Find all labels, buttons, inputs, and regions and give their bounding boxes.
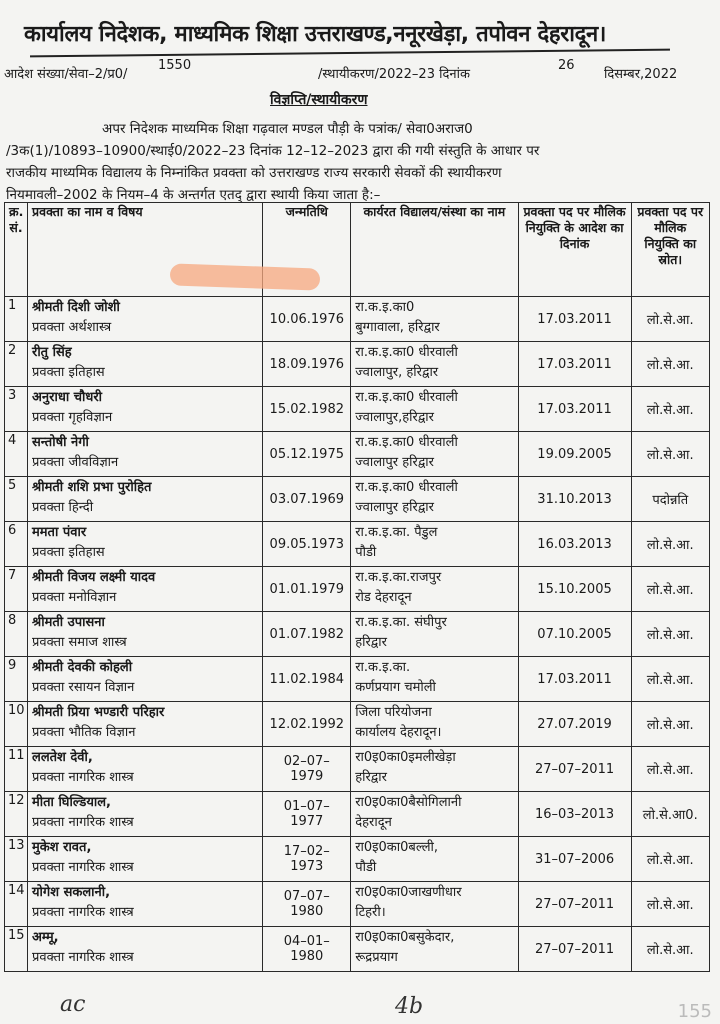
row-dob: 03.07.1969 (263, 477, 351, 522)
teacher-subject: प्रवक्ता नागरिक शास्त्र (32, 770, 134, 785)
row-appointment-date: 27–07–2011 (518, 747, 631, 792)
school-line-1: रा.क.इ.का0 (355, 300, 415, 315)
row-sno: 3 (5, 387, 28, 432)
paragraph-line: /3क(1)/10893–10900/स्थाई0/2022–23 दिनांक 12–12–2023 द्वारा की गयी संस्तुति के आधार पर (6, 143, 540, 159)
row-dob: 01.07.1982 (263, 612, 351, 657)
teacher-subject: प्रवक्ता इतिहास (32, 365, 105, 380)
table-row (5, 747, 710, 792)
table-row (5, 792, 710, 837)
row-source: लो.से.आ. (631, 612, 710, 657)
row-dob: 01.01.1979 (263, 567, 351, 612)
row-name-cell (28, 297, 263, 342)
row-sno: 14 (5, 882, 28, 927)
school-line-1: जिला परियोजना (355, 705, 432, 720)
confirmation-table (4, 202, 710, 972)
school-line-2: पौडी (355, 860, 377, 875)
row-sno: 8 (5, 612, 28, 657)
row-sno: 13 (5, 837, 28, 882)
teacher-subject: प्रवक्ता इतिहास (32, 545, 105, 560)
office-title: कार्यालय निदेशक, माध्यमिक शिक्षा उत्तराखण्ड,ननूरखेड़ा, तपोवन देहरादून। (24, 22, 606, 47)
row-school-cell (351, 297, 518, 342)
teacher-subject: प्रवक्ता अर्थशास्त्र (32, 320, 112, 335)
table-row (5, 927, 710, 972)
row-dob: 18.09.1976 (263, 342, 351, 387)
row-school-cell (351, 567, 518, 612)
teacher-subject: प्रवक्ता जीवविज्ञान (32, 455, 119, 470)
row-appointment-date: 19.09.2005 (518, 432, 631, 477)
teacher-name: रीतु सिंह (32, 345, 72, 360)
teacher-subject: प्रवक्ता नागरिक शास्त्र (32, 950, 134, 965)
teacher-name: अनुराधा चौधरी (32, 390, 103, 405)
row-sno: 1 (5, 297, 28, 342)
school-line-2: रोड देहरादून (355, 590, 412, 605)
row-school-cell (351, 432, 518, 477)
row-appointment-date: 31.10.2013 (518, 477, 631, 522)
school-line-1: रा.क.इ.का0 धीरवाली (355, 390, 458, 405)
teacher-subject: प्रवक्ता मनोविज्ञान (32, 590, 117, 605)
teacher-subject: प्रवक्ता रसायन विज्ञान (32, 680, 135, 695)
row-appointment-date: 16.03.2013 (518, 522, 631, 567)
teacher-name: श्रीमती शशि प्रभा पुरोहित (32, 480, 152, 495)
paragraph-line: अपर निदेशक माध्यमिक शिक्षा गढ़वाल मण्डल पौड़ी के पत्रांक/ सेवा0अराज0 (102, 121, 473, 137)
school-line-1: रा0इ0का0बल्ली, (355, 840, 439, 855)
row-name-cell (28, 567, 263, 612)
row-school-cell (351, 882, 518, 927)
school-line-2: कार्यालय देहरादून। (355, 725, 442, 740)
row-appointment-date: 16–03–2013 (518, 792, 631, 837)
row-sno: 10 (5, 702, 28, 747)
header-dob: जन्मतिथि (263, 203, 351, 297)
teacher-name: ममता पंवार (32, 525, 87, 540)
row-school-cell (351, 792, 518, 837)
row-name-cell (28, 387, 263, 432)
row-name-cell (28, 792, 263, 837)
row-appointment-date: 17.03.2011 (518, 387, 631, 432)
table-row (5, 342, 710, 387)
subject-heading: विज्ञप्ति/स्थायीकरण (270, 92, 368, 108)
watermark: 155 (677, 1001, 712, 1022)
row-dob: 10.06.1976 (263, 297, 351, 342)
row-source: पदोन्नति (631, 477, 710, 522)
row-name-cell (28, 612, 263, 657)
row-source: लो.से.आ. (631, 927, 710, 972)
school-line-2: हरिद्वार (355, 770, 387, 785)
teacher-subject: प्रवक्ता भौतिक विज्ञान (32, 725, 136, 740)
row-dob: 01–07–1977 (263, 792, 351, 837)
school-line-1: रा.क.इ.का0 धीरवाली (355, 345, 458, 360)
teacher-name: श्रीमती उपासना (32, 615, 105, 630)
row-source: लो.से.आ. (631, 387, 710, 432)
row-sno: 11 (5, 747, 28, 792)
notice-paragraph (6, 118, 710, 206)
row-school-cell (351, 657, 518, 702)
teacher-subject: प्रवक्ता गृहविज्ञान (32, 410, 113, 425)
order-day: 26 (558, 58, 575, 73)
row-appointment-date: 31–07–2006 (518, 837, 631, 882)
header-source: प्रवक्ता पद पर मौलिक नियुक्ति का स्रोत। (631, 203, 710, 297)
teacher-name: श्रीमती प्रिया भण्डारी परिहार (32, 705, 165, 720)
row-name-cell (28, 657, 263, 702)
row-source: लो.से.आ0. (631, 792, 710, 837)
row-source: लो.से.आ. (631, 837, 710, 882)
signature-right: 4b (395, 994, 424, 1019)
school-line-2: हरिद्वार (355, 635, 387, 650)
row-dob: 09.05.1973 (263, 522, 351, 567)
table-row (5, 567, 710, 612)
header-sno: क्र. सं. (5, 203, 28, 297)
row-source: लो.से.आ. (631, 522, 710, 567)
table-row (5, 387, 710, 432)
row-dob: 12.02.1992 (263, 702, 351, 747)
row-appointment-date: 17.03.2011 (518, 657, 631, 702)
row-school-cell (351, 342, 518, 387)
row-dob: 05.12.1975 (263, 432, 351, 477)
school-line-1: रा0इ0का0इमलीखेड़ा (355, 750, 456, 765)
school-line-1: रा0इ0का0बैसोगिलानी (355, 795, 462, 810)
table-row (5, 702, 710, 747)
teacher-name: श्रीमती दिशी जोशी (32, 300, 120, 315)
row-dob: 15.02.1982 (263, 387, 351, 432)
school-line-2: बुग्गावाला, हरिद्वार (355, 320, 440, 335)
teacher-subject: प्रवक्ता समाज शास्त्र (32, 635, 127, 650)
order-month-year: दिसम्बर,2022 (604, 67, 678, 82)
row-appointment-date: 27–07–2011 (518, 927, 631, 972)
row-name-cell (28, 342, 263, 387)
row-sno: 9 (5, 657, 28, 702)
order-prefix: आदेश संख्या/सेवा–2/प्र0/ (4, 67, 128, 82)
table-row (5, 297, 710, 342)
row-source: लो.से.आ. (631, 432, 710, 477)
school-line-1: रा0इ0का0बसुकेदार, (355, 930, 455, 945)
row-appointment-date: 17.03.2011 (518, 342, 631, 387)
school-line-1: रा.क.इ.का. (355, 660, 411, 675)
row-school-cell (351, 612, 518, 657)
school-line-2: टिहरी। (355, 905, 386, 920)
row-appointment-date: 17.03.2011 (518, 297, 631, 342)
school-line-1: रा.क.इ.का0 धीरवाली (355, 435, 458, 450)
table-row (5, 432, 710, 477)
order-suffix: /स्थायीकरण/2022–23 दिनांक (318, 67, 470, 82)
school-line-1: रा.क.इ.का. संघीपुर (355, 615, 447, 630)
school-line-2: पौडी (355, 545, 377, 560)
teacher-name: श्रीमती देवकी कोहली (32, 660, 133, 675)
row-school-cell (351, 747, 518, 792)
row-source: लो.से.आ. (631, 567, 710, 612)
row-appointment-date: 15.10.2005 (518, 567, 631, 612)
teacher-subject: प्रवक्ता नागरिक शास्त्र (32, 860, 134, 875)
header-school: कार्यरत विद्यालय/संस्था का नाम (351, 203, 518, 297)
teacher-subject: प्रवक्ता नागरिक शास्त्र (32, 905, 134, 920)
row-sno: 15 (5, 927, 28, 972)
school-line-2: ज्वालापुर हरिद्वार (355, 455, 434, 470)
row-dob: 17–02–1973 (263, 837, 351, 882)
header-appointment-date: प्रवक्ता पद पर मौलिक नियुक्ति के आदेश का दिनांक (518, 203, 631, 297)
row-school-cell (351, 702, 518, 747)
row-school-cell (351, 477, 518, 522)
row-source: लो.से.आ. (631, 702, 710, 747)
row-school-cell (351, 927, 518, 972)
table-row (5, 882, 710, 927)
row-name-cell (28, 522, 263, 567)
row-sno: 12 (5, 792, 28, 837)
school-line-2: कर्णप्रयाग चमोली (355, 680, 436, 695)
school-line-2: ज्वालापुर, हरिद्वार (355, 365, 439, 380)
row-school-cell (351, 522, 518, 567)
order-number: 1550 (158, 58, 192, 73)
row-sno: 6 (5, 522, 28, 567)
table-row (5, 612, 710, 657)
teacher-subject: प्रवक्ता हिन्दी (32, 500, 94, 515)
table-body (5, 297, 710, 972)
row-name-cell (28, 882, 263, 927)
table-row (5, 837, 710, 882)
table-row (5, 657, 710, 702)
title-underline (30, 49, 670, 58)
row-dob: 02–07–1979 (263, 747, 351, 792)
teacher-name: मुकेश रावत, (32, 840, 92, 855)
row-source: लो.से.आ. (631, 747, 710, 792)
signature-left: ac (60, 992, 86, 1017)
row-appointment-date: 27–07–2011 (518, 882, 631, 927)
school-line-2: रूद्रप्रयाग (355, 950, 398, 965)
row-source: लो.से.आ. (631, 882, 710, 927)
row-appointment-date: 27.07.2019 (518, 702, 631, 747)
table-row (5, 477, 710, 522)
row-dob: 11.02.1984 (263, 657, 351, 702)
row-dob: 04–01–1980 (263, 927, 351, 972)
row-school-cell (351, 837, 518, 882)
row-name-cell (28, 432, 263, 477)
row-name-cell (28, 837, 263, 882)
paragraph-line: राजकीय माध्यमिक विद्यालय के निम्नांकित प्रवक्ता को उत्तराखण्ड राज्य सरकारी सेवकों की स्थायीकरण (6, 165, 502, 181)
row-name-cell (28, 477, 263, 522)
table-header-row (5, 203, 710, 297)
school-line-2: देहरादून (355, 815, 392, 830)
teacher-subject: प्रवक्ता नागरिक शास्त्र (32, 815, 134, 830)
row-sno: 4 (5, 432, 28, 477)
header-name: प्रवक्ता का नाम व विषय (28, 203, 263, 297)
row-source: लो.से.आ. (631, 297, 710, 342)
row-source: लो.से.आ. (631, 342, 710, 387)
teacher-name: योगेश सकलानी, (32, 885, 111, 900)
paragraph-line: नियमावली–2002 के नियम–4 के अन्तर्गत एतद् द्वारा स्थायी किया जाता है:– (6, 187, 381, 203)
teacher-name: ललतेश देवी, (32, 750, 93, 765)
row-sno: 5 (5, 477, 28, 522)
school-line-1: रा.क.इ.का. पैडुल (355, 525, 438, 540)
row-appointment-date: 07.10.2005 (518, 612, 631, 657)
teacher-name: श्रीमती विजय लक्ष्मी यादव (32, 570, 156, 585)
teacher-name: सन्तोषी नेगी (32, 435, 89, 450)
row-name-cell (28, 702, 263, 747)
table-row (5, 522, 710, 567)
row-source: लो.से.आ. (631, 657, 710, 702)
school-line-1: रा.क.इ.का0 धीरवाली (355, 480, 458, 495)
row-sno: 7 (5, 567, 28, 612)
teacher-name: अम्मू, (32, 930, 59, 945)
school-line-2: ज्वालापुर,हरिद्वार (355, 410, 434, 425)
row-sno: 2 (5, 342, 28, 387)
school-line-1: रा0इ0का0जाखणीधार (355, 885, 462, 900)
row-school-cell (351, 387, 518, 432)
teacher-name: मीता घिल्डियाल, (32, 795, 111, 810)
row-name-cell (28, 747, 263, 792)
school-line-1: रा.क.इ.का.राजपुर (355, 570, 442, 585)
row-dob: 07–07–1980 (263, 882, 351, 927)
school-line-2: ज्वालापुर हरिद्वार (355, 500, 434, 515)
row-name-cell (28, 927, 263, 972)
